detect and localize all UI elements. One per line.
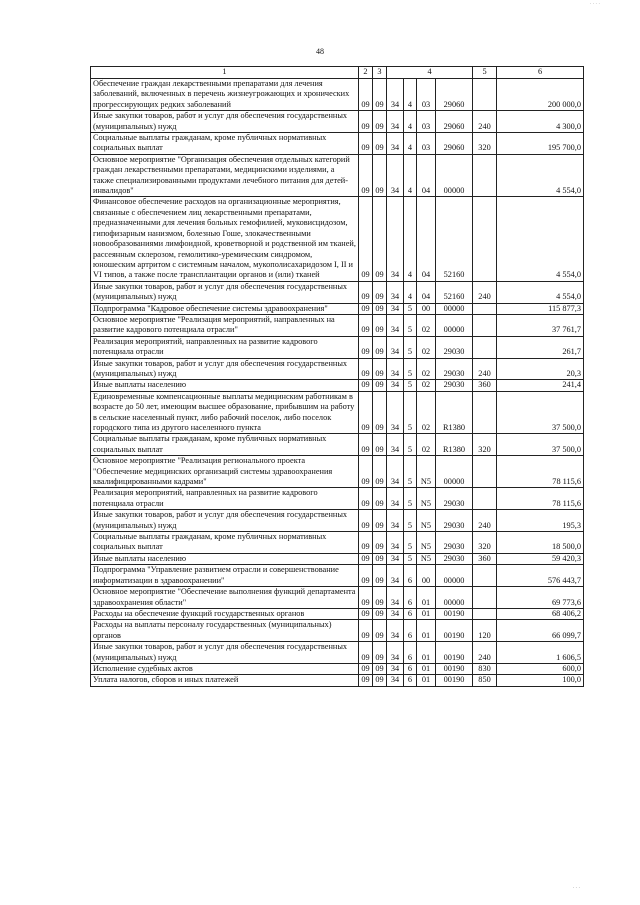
subsection-code-cell: 09	[373, 532, 387, 554]
subprogram-code-cell: 5	[404, 456, 417, 488]
subprogram-code-cell: 6	[404, 608, 417, 619]
subsection-code-cell: 09	[373, 553, 387, 564]
table-row	[91, 197, 584, 281]
direction-code-cell: 29030	[436, 488, 473, 510]
subsection-code-cell: 09	[373, 303, 387, 314]
subsection-code-cell: 09	[373, 565, 387, 587]
table-row	[91, 642, 584, 664]
event-code-cell: N5	[417, 510, 436, 532]
expense-type-cell: 830	[473, 663, 497, 674]
expense-type-cell	[473, 587, 497, 609]
table-row	[91, 391, 584, 434]
event-code-cell: 02	[417, 434, 436, 456]
program-code-cell: 34	[387, 434, 404, 456]
direction-code-cell: 29060	[436, 133, 473, 155]
section-code-cell: 09	[359, 510, 373, 532]
event-code-cell: 01	[417, 675, 436, 686]
section-code-cell: 09	[359, 620, 373, 642]
direction-code-cell: 00190	[436, 663, 473, 674]
section-code-cell: 09	[359, 587, 373, 609]
subprogram-code-cell: 4	[404, 281, 417, 303]
sum-cell: 37 761,7	[497, 314, 584, 336]
row-name-cell: Исполнение судебных актов	[91, 663, 359, 674]
sum-cell: 576 443,7	[497, 565, 584, 587]
row-name-cell: Расходы на обеспечение функций государственных органов	[91, 608, 359, 619]
section-code-cell: 09	[359, 553, 373, 564]
sum-cell: 68 406,2	[497, 608, 584, 619]
header-cell-subsection: 3	[373, 67, 387, 79]
table-row	[91, 281, 584, 303]
subsection-code-cell: 09	[373, 314, 387, 336]
program-code-cell: 34	[387, 154, 404, 197]
header-row	[91, 67, 584, 79]
direction-code-cell: R1380	[436, 391, 473, 434]
expense-type-cell	[473, 197, 497, 281]
direction-code-cell: 52160	[436, 281, 473, 303]
sum-cell: 4 554,0	[497, 154, 584, 197]
expense-type-cell: 360	[473, 380, 497, 391]
event-code-cell: 00	[417, 565, 436, 587]
event-code-cell: 01	[417, 587, 436, 609]
event-code-cell: 03	[417, 79, 436, 111]
expense-type-cell	[473, 154, 497, 197]
table-row	[91, 79, 584, 111]
row-name-cell: Основное мероприятие "Реализация регионального проекта "Обеспечение медицинских организаций системы здравоохранения квалифицированными кадрами"	[91, 456, 359, 488]
subprogram-code-cell: 4	[404, 197, 417, 281]
subprogram-code-cell: 6	[404, 565, 417, 587]
event-code-cell: 02	[417, 391, 436, 434]
row-name-cell: Обеспечение граждан лекарственными препаратами для лечения заболеваний, включенных в перечень жизнеугрожающих и хронических прогрессирующих редких заболеваний	[91, 79, 359, 111]
program-code-cell: 34	[387, 675, 404, 686]
sum-cell: 115 877,3	[497, 303, 584, 314]
expense-type-cell: 120	[473, 620, 497, 642]
direction-code-cell: 29060	[436, 79, 473, 111]
program-code-cell: 34	[387, 358, 404, 380]
subsection-code-cell: 09	[373, 79, 387, 111]
sum-cell: 37 500,0	[497, 434, 584, 456]
expense-type-cell	[473, 488, 497, 510]
row-name-cell: Реализация мероприятий, направленных на развитие кадрового потенциала отрасли	[91, 336, 359, 358]
subprogram-code-cell: 4	[404, 111, 417, 133]
table-row	[91, 532, 584, 554]
section-code-cell: 09	[359, 358, 373, 380]
subprogram-code-cell: 6	[404, 587, 417, 609]
section-code-cell: 09	[359, 532, 373, 554]
scan-mark-top: · · · ·	[589, 2, 600, 7]
section-code-cell: 09	[359, 663, 373, 674]
section-code-cell: 09	[359, 642, 373, 664]
program-code-cell: 34	[387, 111, 404, 133]
table-row	[91, 663, 584, 674]
sum-cell: 241,4	[497, 380, 584, 391]
sum-cell: 200 000,0	[497, 79, 584, 111]
subprogram-code-cell: 4	[404, 79, 417, 111]
direction-code-cell: 52160	[436, 197, 473, 281]
subsection-code-cell: 09	[373, 391, 387, 434]
subprogram-code-cell: 5	[404, 391, 417, 434]
direction-code-cell: 00190	[436, 620, 473, 642]
section-code-cell: 09	[359, 565, 373, 587]
subsection-code-cell: 09	[373, 434, 387, 456]
row-name-cell: Иные выплаты населению	[91, 380, 359, 391]
header-cell-sum: 6	[497, 67, 584, 79]
subsection-code-cell: 09	[373, 587, 387, 609]
program-code-cell: 34	[387, 314, 404, 336]
subprogram-code-cell: 6	[404, 620, 417, 642]
table-row	[91, 608, 584, 619]
subsection-code-cell: 09	[373, 197, 387, 281]
expense-type-cell	[473, 303, 497, 314]
header-cell-expense-type: 5	[473, 67, 497, 79]
expense-type-cell: 320	[473, 434, 497, 456]
page-number: 48	[316, 47, 324, 56]
table-row	[91, 111, 584, 133]
row-name-cell: Социальные выплаты гражданам, кроме публичных нормативных социальных выплат	[91, 133, 359, 155]
subprogram-code-cell: 6	[404, 642, 417, 664]
event-code-cell: 03	[417, 133, 436, 155]
event-code-cell: 01	[417, 663, 436, 674]
row-name-cell: Расходы на выплаты персоналу государственных (муниципальных) органов	[91, 620, 359, 642]
table-row	[91, 133, 584, 155]
event-code-cell: 01	[417, 608, 436, 619]
event-code-cell: 02	[417, 380, 436, 391]
sum-cell: 4 554,0	[497, 281, 584, 303]
sum-cell: 261,7	[497, 336, 584, 358]
program-code-cell: 34	[387, 79, 404, 111]
section-code-cell: 09	[359, 79, 373, 111]
direction-code-cell: 00000	[436, 587, 473, 609]
direction-code-cell: 00000	[436, 303, 473, 314]
program-code-cell: 34	[387, 303, 404, 314]
subsection-code-cell: 09	[373, 111, 387, 133]
direction-code-cell: 00000	[436, 314, 473, 336]
expense-type-cell: 240	[473, 642, 497, 664]
event-code-cell: 04	[417, 281, 436, 303]
row-name-cell: Иные закупки товаров, работ и услуг для обеспечения государственных (муниципальных) нужд	[91, 358, 359, 380]
row-name-cell: Уплата налогов, сборов и иных платежей	[91, 675, 359, 686]
table-row	[91, 303, 584, 314]
sum-cell: 78 115,6	[497, 456, 584, 488]
table-row	[91, 565, 584, 587]
direction-code-cell: 00190	[436, 642, 473, 664]
subsection-code-cell: 09	[373, 358, 387, 380]
subsection-code-cell: 09	[373, 154, 387, 197]
program-code-cell: 34	[387, 133, 404, 155]
subprogram-code-cell: 5	[404, 358, 417, 380]
row-name-cell: Подпрограмма "Кадровое обеспечение системы здравоохранения"	[91, 303, 359, 314]
subprogram-code-cell: 5	[404, 303, 417, 314]
program-code-cell: 34	[387, 197, 404, 281]
table-row	[91, 336, 584, 358]
header-cell-target-article: 4	[387, 67, 473, 79]
event-code-cell: N5	[417, 488, 436, 510]
row-name-cell: Иные закупки товаров, работ и услуг для обеспечения государственных (муниципальных) нужд	[91, 642, 359, 664]
subsection-code-cell: 09	[373, 663, 387, 674]
expense-type-cell: 240	[473, 281, 497, 303]
expense-type-cell: 850	[473, 675, 497, 686]
section-code-cell: 09	[359, 434, 373, 456]
row-name-cell: Иные закупки товаров, работ и услуг для обеспечения государственных (муниципальных) нужд	[91, 111, 359, 133]
expense-type-cell: 360	[473, 553, 497, 564]
direction-code-cell: 00000	[436, 154, 473, 197]
sum-cell: 195,3	[497, 510, 584, 532]
budget-table	[90, 66, 584, 687]
program-code-cell: 34	[387, 620, 404, 642]
sum-cell: 69 773,6	[497, 587, 584, 609]
program-code-cell: 34	[387, 456, 404, 488]
direction-code-cell: 29030	[436, 510, 473, 532]
sum-cell: 4 554,0	[497, 197, 584, 281]
table-row	[91, 358, 584, 380]
row-name-cell: Основное мероприятие "Организация обеспечения отдельных категорий граждан лекарственными препаратами, медицинскими изделиями, а также специализированными продуктами лечебного питания для детей-инвалидов"	[91, 154, 359, 197]
section-code-cell: 09	[359, 488, 373, 510]
expense-type-cell	[473, 79, 497, 111]
event-code-cell: 01	[417, 620, 436, 642]
sum-cell: 78 115,6	[497, 488, 584, 510]
program-code-cell: 34	[387, 565, 404, 587]
program-code-cell: 34	[387, 391, 404, 434]
event-code-cell: 04	[417, 197, 436, 281]
program-code-cell: 34	[387, 510, 404, 532]
program-code-cell: 34	[387, 532, 404, 554]
table-body	[91, 67, 584, 687]
row-name-cell: Подпрограмма "Управление развитием отрасли и совершенствование информатизации в здравоохранении"	[91, 565, 359, 587]
direction-code-cell: 29030	[436, 532, 473, 554]
program-code-cell: 34	[387, 663, 404, 674]
program-code-cell: 34	[387, 642, 404, 664]
row-name-cell: Финансовое обеспечение расходов на организационные мероприятия, связанные с обеспечением лиц лекарственными препаратами, предназначенными для лечения больных гемофилией, муковисцидозом, гипофизарным нанизмом, болезнью Гоше, злокачественными новообразованиями лимфоидной, кроветворной и родственной им тканей, рассеянным склерозом, гемолитико-уремическим синдромом, юношеским артритом с системным началом, мукополисахаридозом I, II и VI типов, а также после трансплантации органов и (или) тканей	[91, 197, 359, 281]
expense-type-cell	[473, 314, 497, 336]
row-name-cell: Иные закупки товаров, работ и услуг для обеспечения государственных (муниципальных) нужд	[91, 281, 359, 303]
section-code-cell: 09	[359, 456, 373, 488]
direction-code-cell: R1380	[436, 434, 473, 456]
expense-type-cell	[473, 608, 497, 619]
table-row	[91, 620, 584, 642]
table-row	[91, 154, 584, 197]
subprogram-code-cell: 5	[404, 510, 417, 532]
sum-cell: 59 420,3	[497, 553, 584, 564]
program-code-cell: 34	[387, 488, 404, 510]
row-name-cell: Единовременные компенсационные выплаты медицинским работникам в возрасте до 50 лет, имеющим высшее образование, прибывшим на работу в сельские населенный пункт, либо рабочий поселок, либо поселок городского типа из другого населенного пункта	[91, 391, 359, 434]
section-code-cell: 09	[359, 154, 373, 197]
sum-cell: 37 500,0	[497, 391, 584, 434]
sum-cell: 66 099,7	[497, 620, 584, 642]
subsection-code-cell: 09	[373, 608, 387, 619]
table-row	[91, 380, 584, 391]
subprogram-code-cell: 5	[404, 336, 417, 358]
expense-type-cell	[473, 391, 497, 434]
event-code-cell: N5	[417, 532, 436, 554]
subprogram-code-cell: 5	[404, 532, 417, 554]
sum-cell: 600,0	[497, 663, 584, 674]
subprogram-code-cell: 5	[404, 488, 417, 510]
section-code-cell: 09	[359, 303, 373, 314]
direction-code-cell: 29030	[436, 553, 473, 564]
program-code-cell: 34	[387, 336, 404, 358]
row-name-cell: Социальные выплаты гражданам, кроме публичных нормативных социальных выплат	[91, 532, 359, 554]
row-name-cell: Реализация мероприятий, направленных на развитие кадрового потенциала отрасли	[91, 488, 359, 510]
expense-type-cell: 240	[473, 510, 497, 532]
direction-code-cell: 29030	[436, 358, 473, 380]
table-row	[91, 510, 584, 532]
sum-cell: 4 300,0	[497, 111, 584, 133]
event-code-cell: 04	[417, 154, 436, 197]
subsection-code-cell: 09	[373, 642, 387, 664]
row-name-cell: Социальные выплаты гражданам, кроме публичных нормативных социальных выплат	[91, 434, 359, 456]
sum-cell: 100,0	[497, 675, 584, 686]
program-code-cell: 34	[387, 281, 404, 303]
section-code-cell: 09	[359, 314, 373, 336]
subsection-code-cell: 09	[373, 620, 387, 642]
event-code-cell: N5	[417, 456, 436, 488]
program-code-cell: 34	[387, 587, 404, 609]
header-cell-name: 1	[91, 67, 359, 79]
sum-cell: 195 700,0	[497, 133, 584, 155]
subprogram-code-cell: 4	[404, 133, 417, 155]
table-row	[91, 488, 584, 510]
expense-type-cell: 320	[473, 133, 497, 155]
row-name-cell: Иные выплаты населению	[91, 553, 359, 564]
program-code-cell: 34	[387, 553, 404, 564]
expense-type-cell	[473, 565, 497, 587]
row-name-cell: Иные закупки товаров, работ и услуг для обеспечения государственных (муниципальных) нужд	[91, 510, 359, 532]
table-row	[91, 587, 584, 609]
section-code-cell: 09	[359, 197, 373, 281]
section-code-cell: 09	[359, 391, 373, 434]
table-row	[91, 314, 584, 336]
subprogram-code-cell: 5	[404, 553, 417, 564]
event-code-cell: 02	[417, 358, 436, 380]
event-code-cell: 02	[417, 336, 436, 358]
subprogram-code-cell: 4	[404, 154, 417, 197]
event-code-cell: 01	[417, 642, 436, 664]
sum-cell: 18 500,0	[497, 532, 584, 554]
section-code-cell: 09	[359, 281, 373, 303]
subprogram-code-cell: 5	[404, 314, 417, 336]
subsection-code-cell: 09	[373, 380, 387, 391]
sum-cell: 20,3	[497, 358, 584, 380]
direction-code-cell: 00000	[436, 456, 473, 488]
event-code-cell: 00	[417, 303, 436, 314]
section-code-cell: 09	[359, 336, 373, 358]
subprogram-code-cell: 5	[404, 434, 417, 456]
direction-code-cell: 29030	[436, 380, 473, 391]
header-cell-section: 2	[359, 67, 373, 79]
subprogram-code-cell: 5	[404, 380, 417, 391]
direction-code-cell: 29060	[436, 111, 473, 133]
table-row	[91, 675, 584, 686]
table-row	[91, 434, 584, 456]
subsection-code-cell: 09	[373, 675, 387, 686]
expense-type-cell: 240	[473, 358, 497, 380]
row-name-cell: Основное мероприятие "Реализация мероприятий, направленных на развитие кадрового потенциала отрасли"	[91, 314, 359, 336]
section-code-cell: 09	[359, 608, 373, 619]
table-row	[91, 456, 584, 488]
section-code-cell: 09	[359, 380, 373, 391]
subprogram-code-cell: 6	[404, 663, 417, 674]
subsection-code-cell: 09	[373, 456, 387, 488]
expense-type-cell	[473, 336, 497, 358]
expense-type-cell: 320	[473, 532, 497, 554]
direction-code-cell: 00190	[436, 608, 473, 619]
event-code-cell: 02	[417, 314, 436, 336]
subsection-code-cell: 09	[373, 336, 387, 358]
direction-code-cell: 00190	[436, 675, 473, 686]
program-code-cell: 34	[387, 380, 404, 391]
expense-type-cell	[473, 456, 497, 488]
expense-type-cell: 240	[473, 111, 497, 133]
section-code-cell: 09	[359, 111, 373, 133]
subsection-code-cell: 09	[373, 510, 387, 532]
sum-cell: 1 606,5	[497, 642, 584, 664]
subsection-code-cell: 09	[373, 133, 387, 155]
event-code-cell: 03	[417, 111, 436, 133]
program-code-cell: 34	[387, 608, 404, 619]
direction-code-cell: 00000	[436, 565, 473, 587]
section-code-cell: 09	[359, 675, 373, 686]
section-code-cell: 09	[359, 133, 373, 155]
direction-code-cell: 29030	[436, 336, 473, 358]
subsection-code-cell: 09	[373, 488, 387, 510]
scan-mark-bottom: · · ·	[572, 886, 580, 891]
subsection-code-cell: 09	[373, 281, 387, 303]
row-name-cell: Основное мероприятие "Обеспечение выполнения функций департамента здравоохранения области"	[91, 587, 359, 609]
subprogram-code-cell: 6	[404, 675, 417, 686]
table-row	[91, 553, 584, 564]
event-code-cell: N5	[417, 553, 436, 564]
